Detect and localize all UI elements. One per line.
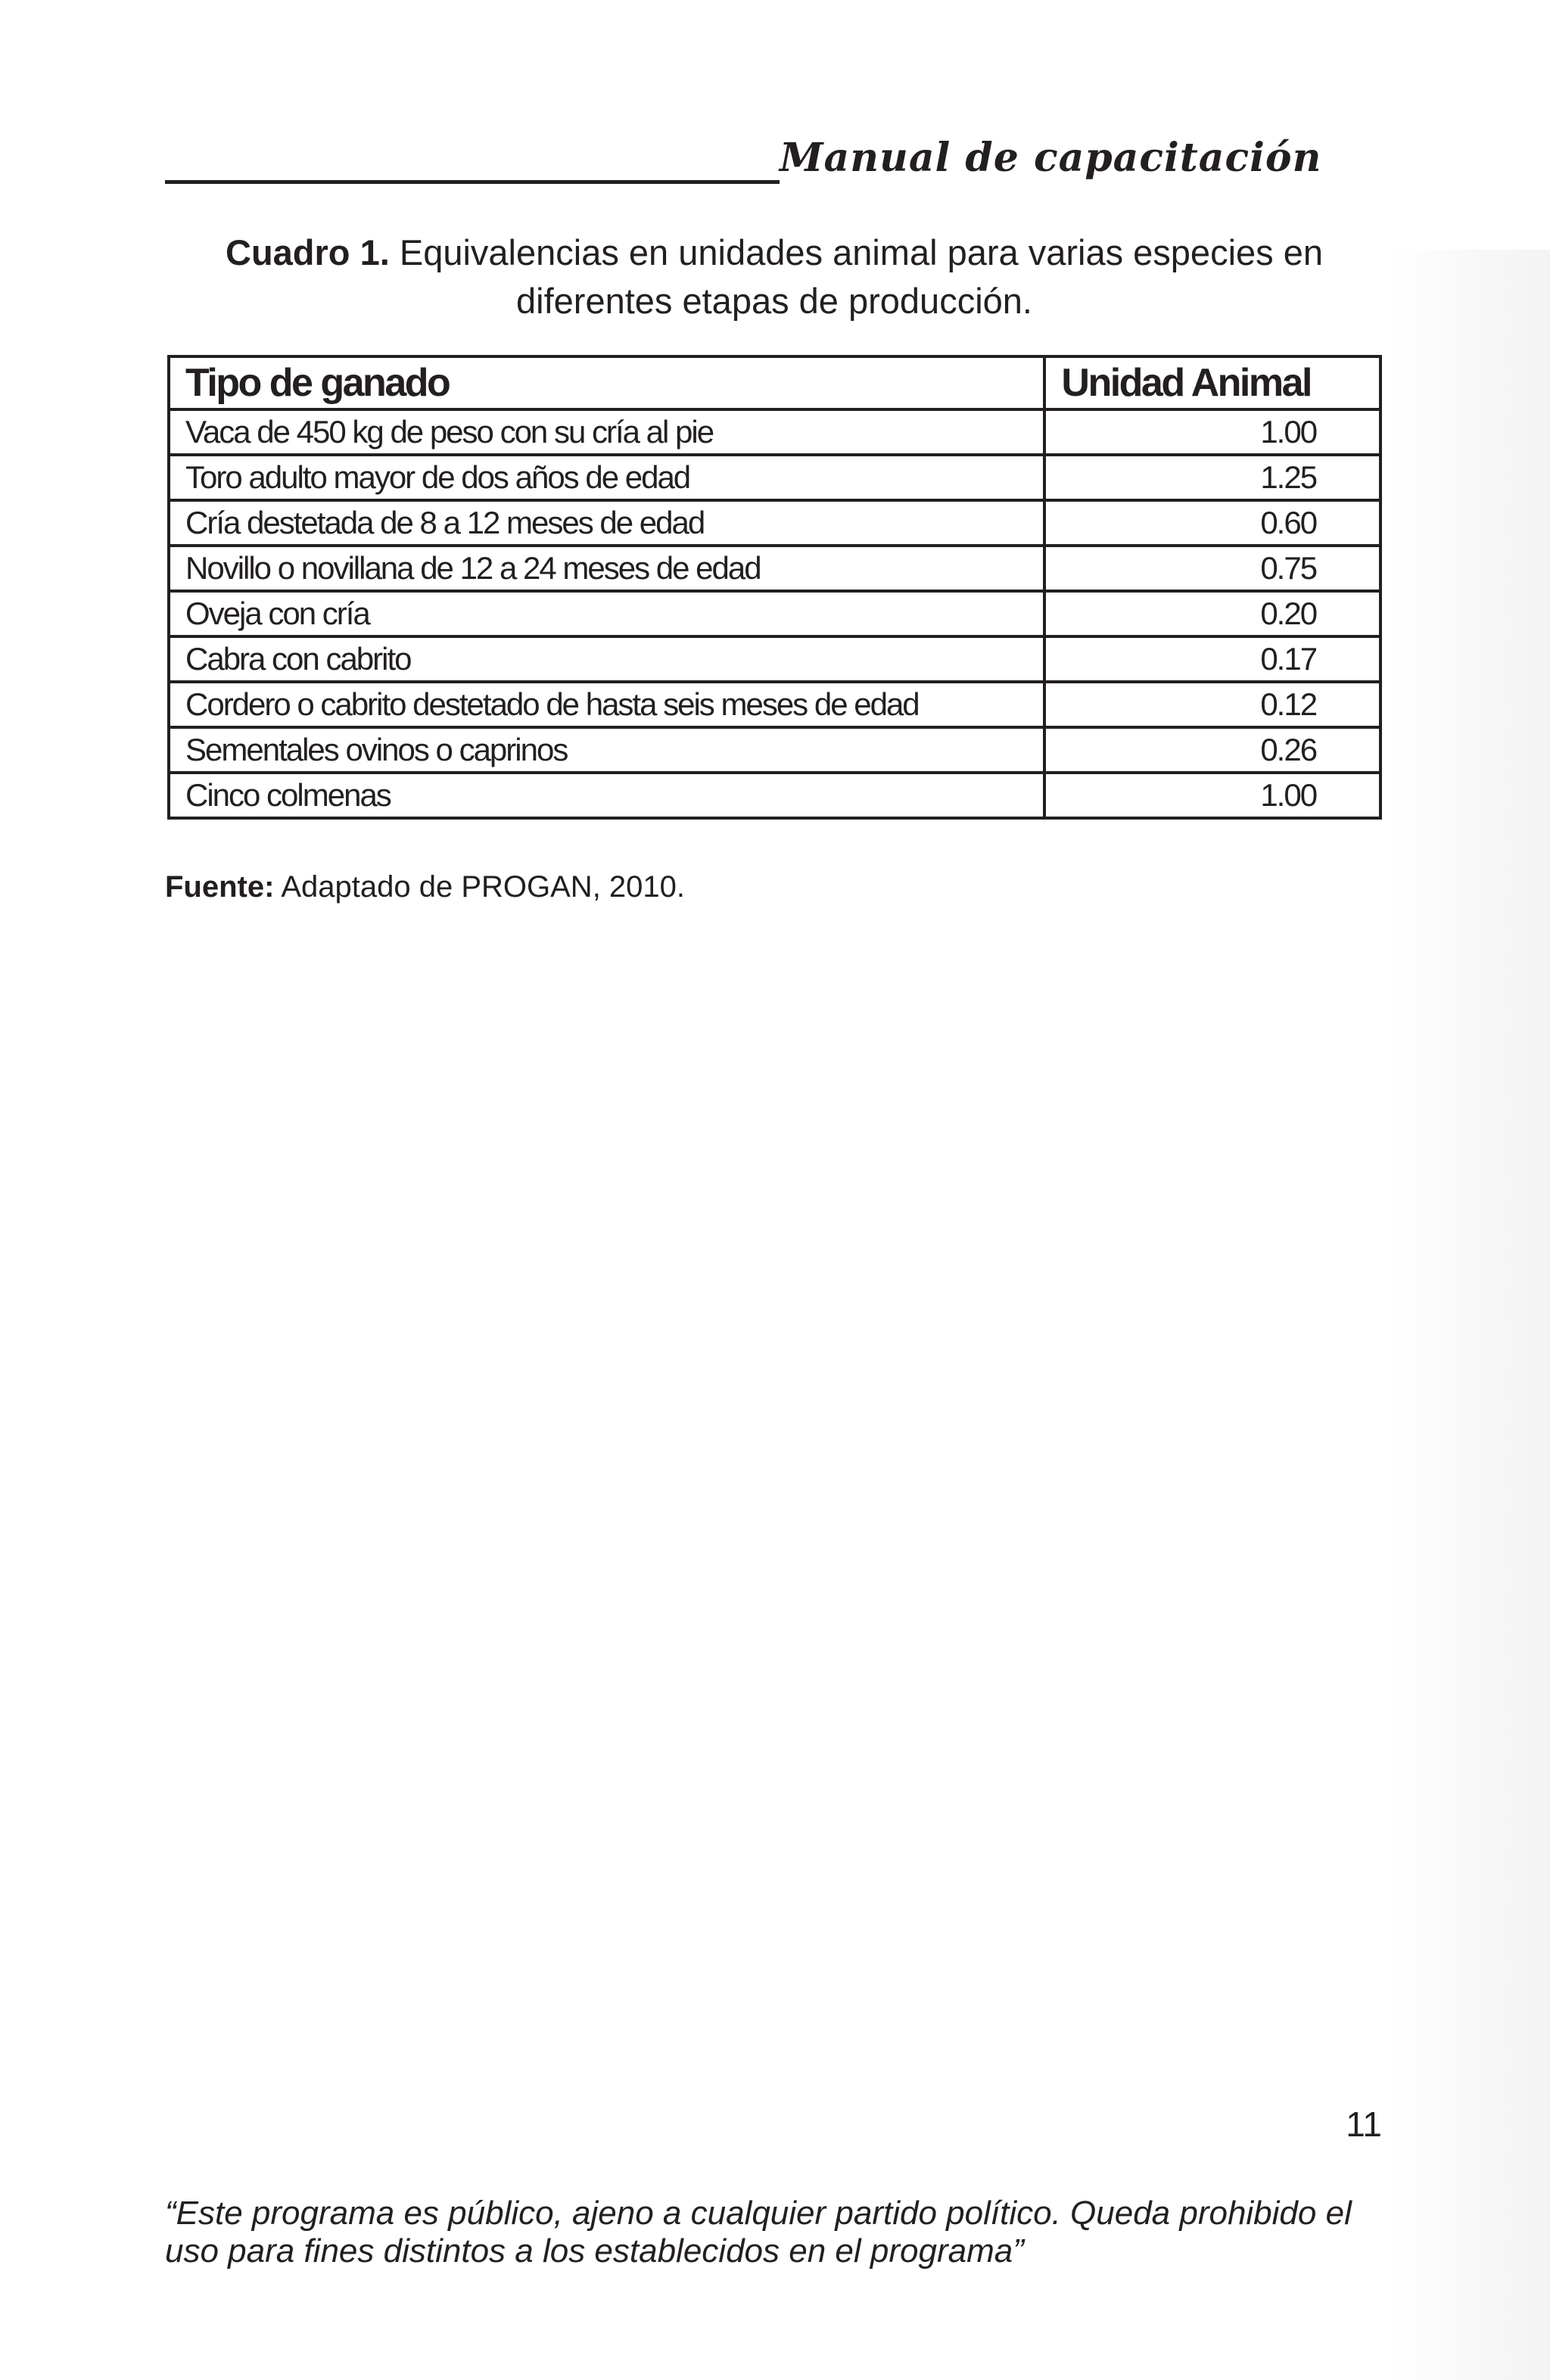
table-header-row — [169, 356, 1380, 409]
animal-unit-cell: 0.60 — [1044, 500, 1380, 546]
animal-unit-cell: 0.17 — [1044, 636, 1380, 682]
livestock-type-cell: Cordero o cabrito destetado de hasta seis meses de edad — [169, 682, 1044, 727]
livestock-type-cell: Cabra con cabrito — [169, 636, 1044, 682]
livestock-equivalence-table — [167, 355, 1382, 820]
table-row — [169, 546, 1380, 591]
livestock-type-cell: Cinco colmenas — [169, 773, 1044, 818]
livestock-type-cell: Vaca de 450 kg de peso con su cría al pie — [169, 409, 1044, 455]
table-row — [169, 727, 1380, 773]
caption-label: Cuadro 1. — [226, 232, 390, 272]
header-animal-unit: Unidad Animal — [1044, 356, 1380, 409]
header-livestock-type: Tipo de ganado — [169, 356, 1044, 409]
livestock-type-cell: Oveja con cría — [169, 591, 1044, 636]
table-row — [169, 455, 1380, 500]
animal-unit-cell: 0.12 — [1044, 682, 1380, 727]
animal-unit-cell: 1.25 — [1044, 455, 1380, 500]
livestock-type-cell: Cría destetada de 8 a 12 meses de edad — [169, 500, 1044, 546]
header-rule — [165, 180, 780, 184]
table-row — [169, 636, 1380, 682]
livestock-type-cell: Sementales ovinos o caprinos — [169, 727, 1044, 773]
page-edge-shade — [1393, 250, 1550, 2380]
livestock-type-cell: Toro adulto mayor de dos años de edad — [169, 455, 1044, 500]
source-label: Fuente: — [165, 870, 275, 904]
table-caption — [165, 229, 1383, 325]
running-header-title: Manual de capacitación — [780, 135, 1322, 181]
animal-unit-cell: 0.75 — [1044, 546, 1380, 591]
table-row — [169, 682, 1380, 727]
animal-unit-cell: 0.20 — [1044, 591, 1380, 636]
table-row — [169, 409, 1380, 455]
footer-disclaimer: “Este programa es público, ajeno a cualquier partido político. Queda prohibido el uso para fines distintos a los establecidos en el programa” — [165, 2195, 1352, 2270]
table-row — [169, 500, 1380, 546]
source-text: Adaptado de PROGAN, 2010. — [274, 870, 686, 904]
table-source-note — [165, 870, 685, 904]
page-number: 11 — [1346, 2105, 1382, 2144]
livestock-type-cell: Novillo o novillana de 12 a 24 meses de edad — [169, 546, 1044, 591]
table-row — [169, 591, 1380, 636]
animal-unit-cell: 1.00 — [1044, 773, 1380, 818]
animal-unit-cell: 1.00 — [1044, 409, 1380, 455]
animal-unit-cell: 0.26 — [1044, 727, 1380, 773]
caption-text: Equivalencias en unidades animal para varias especies en diferentes etapas de producción. — [389, 232, 1323, 321]
table-row — [169, 773, 1380, 818]
